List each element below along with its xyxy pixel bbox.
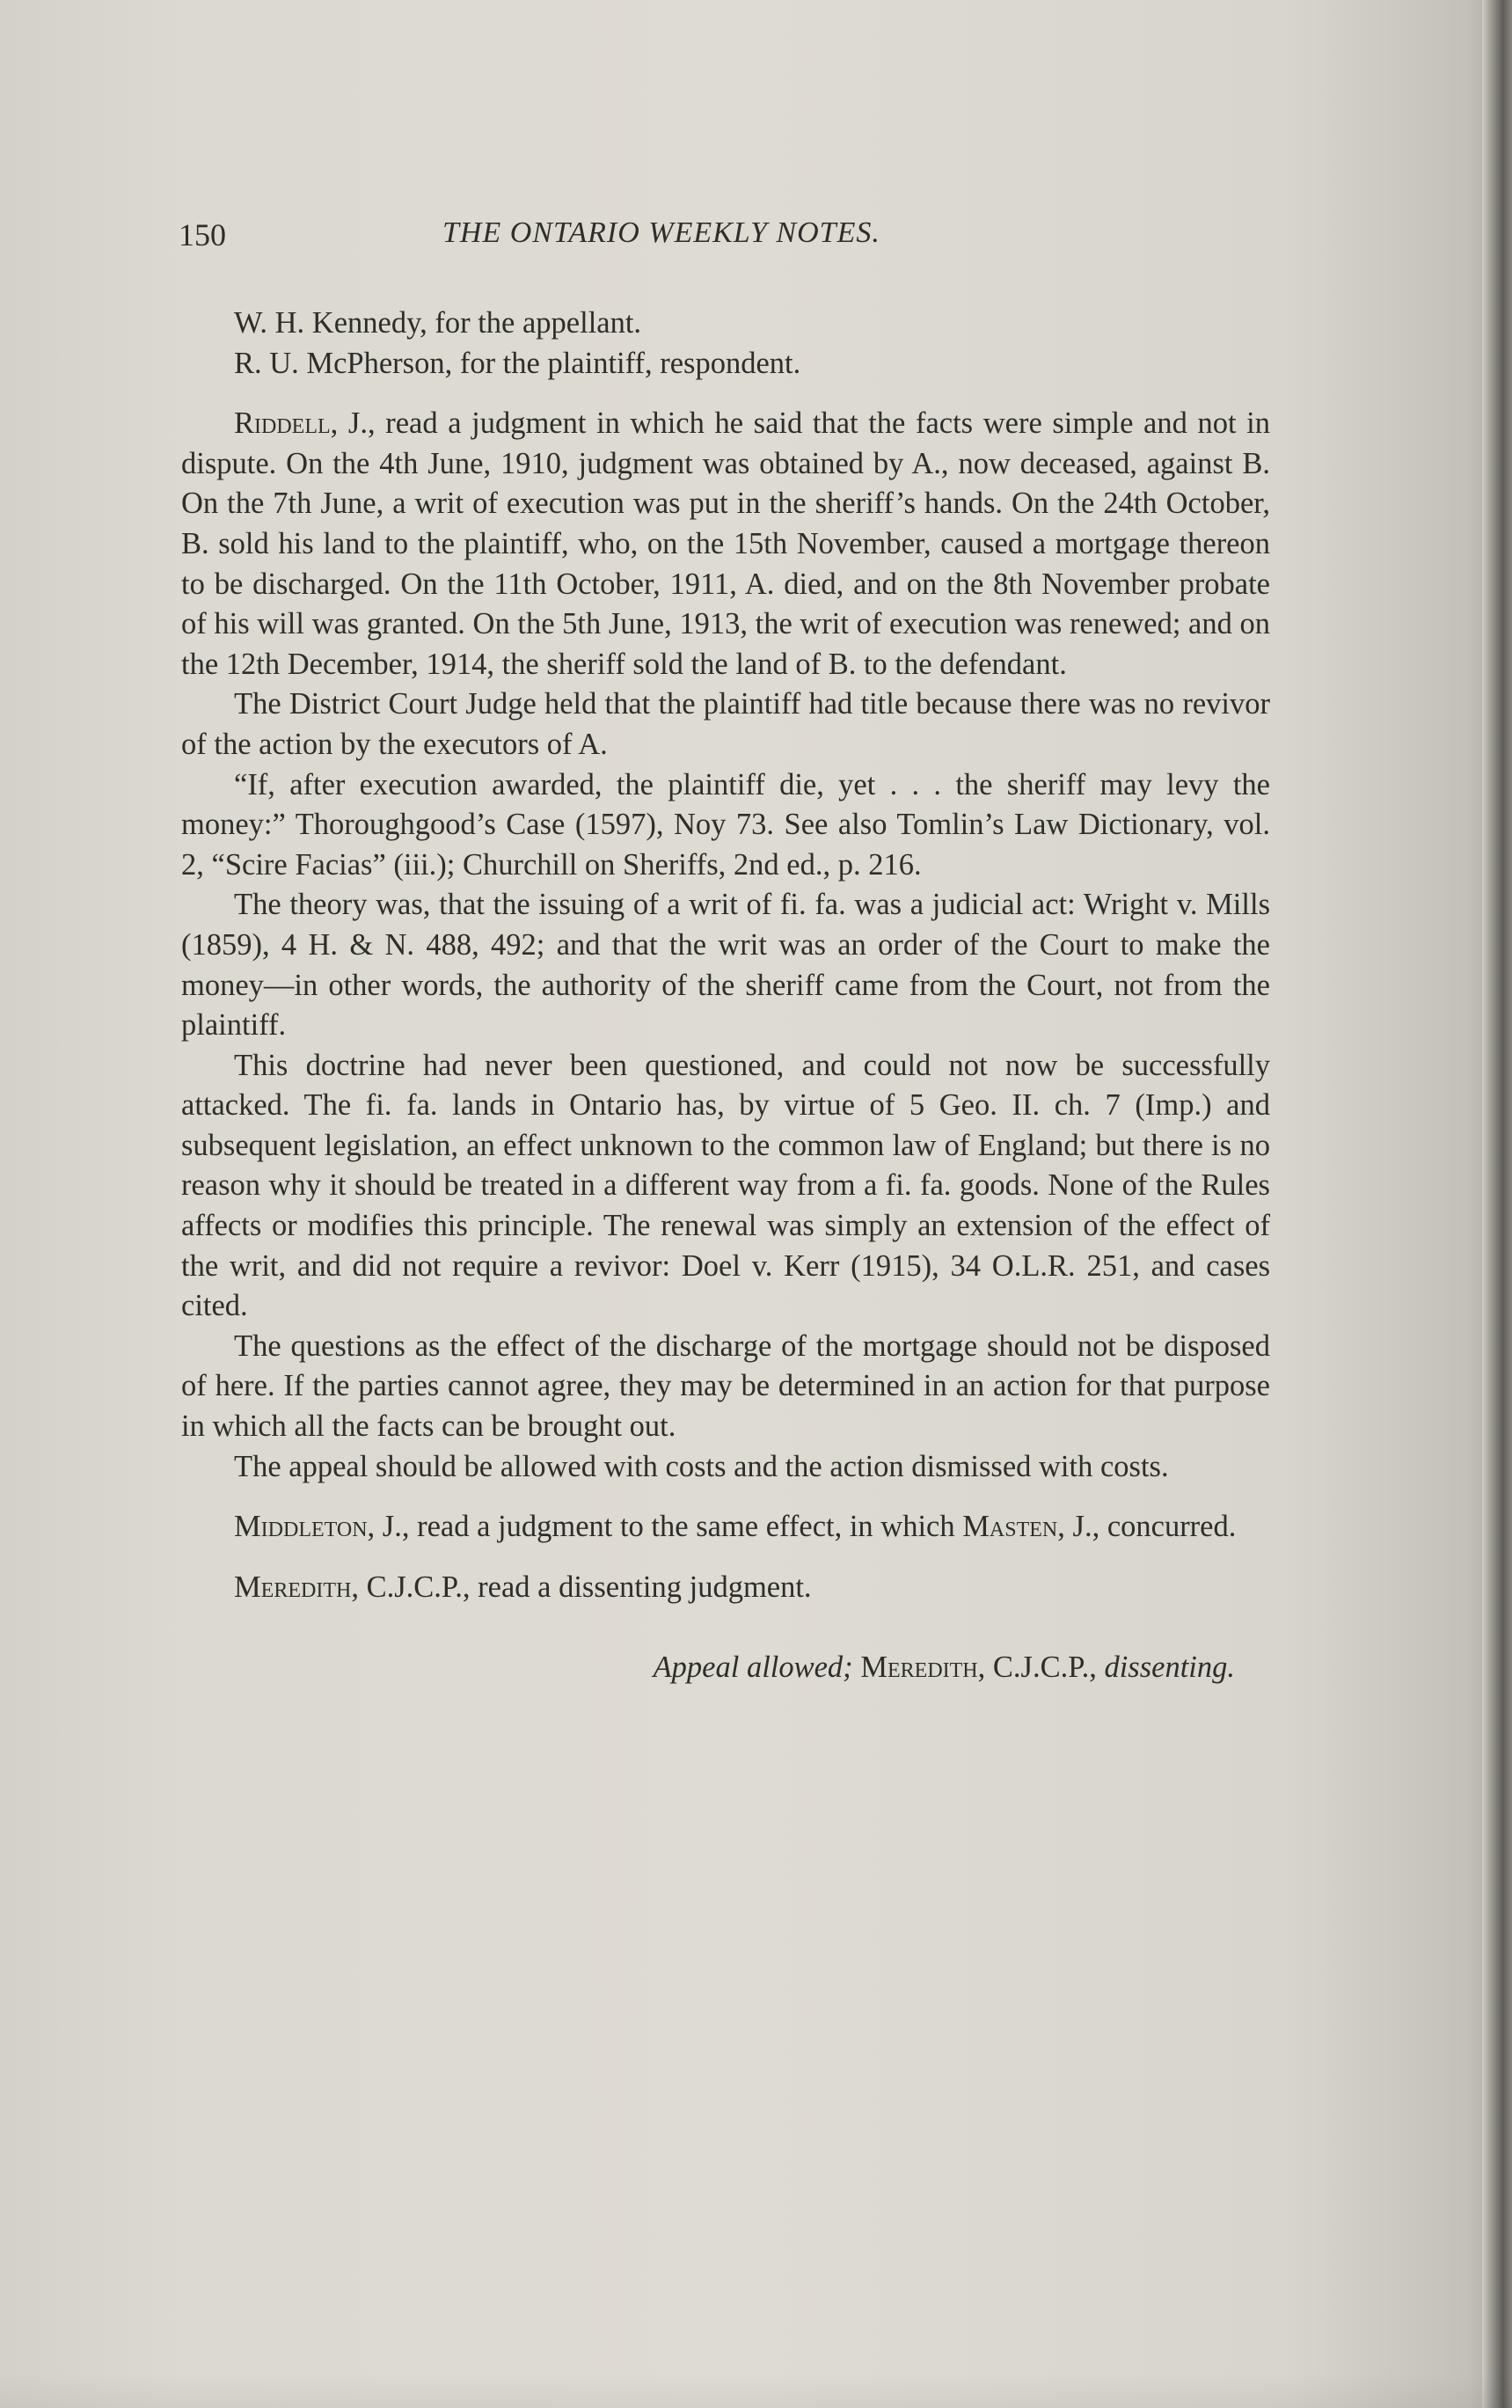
section-gap: [181, 1607, 1270, 1628]
middleton-judgment-paragraph: [181, 1507, 1270, 1548]
body-text: [181, 304, 1270, 1688]
riddell-text: , J., read a judgment in which he said that the facts were simple and not in dispute. On the 4th June, 1910, judgment was obtained by A., now deceased, against B. On the 7th June, a writ of execution was put in the sheriff’s hands. On the 24th October, B. sold his land to the plaintiff, who, on the 15th November, caused a mortgage thereon to be discharged. On the 11th October, 1911, A. died, and on the 8th November probate of his will was granted. On the 5th June, 1913, the writ of execution was renewed; and on the 12th December, 1914, the sheriff sold the land of B. to the defendant.: [181, 406, 1270, 681]
counsel-line-respondent: R. U. McPherson, for the plaintiff, respondent.: [234, 346, 801, 380]
riddell-judgment-paragraph: [181, 404, 1270, 684]
result-title: , C.J.C.P.,: [977, 1650, 1105, 1685]
judge-name-riddell: Riddell: [234, 406, 331, 441]
paragraph-mortgage-questions: The questions as the effect of the discharge of the mortgage should not be disposed of here. If the parties cannot agree, they may be determined in an action for that purpose in which all the facts can be brought out.: [181, 1328, 1270, 1444]
book-spine-shadow: [1482, 0, 1512, 2408]
judge-name-masten: Masten: [962, 1510, 1058, 1544]
case-result-line: [181, 1648, 1270, 1688]
page-bottom-shade: [0, 2373, 1512, 2408]
counsel-line-appellant: W. H. Kennedy, for the appellant.: [234, 306, 642, 340]
paragraph-doctrine: This doctrine had never been questioned, and could not now be successfully attacked. The fi. fa. lands in Ontario has, by virtue of 5 Geo. II. ch. 7 (Imp.) and subsequent legislation, an effect unknown to the common law of England; but there is no reason why it should be treated in a different way from a fi. fa. goods. None of the Rules affects or modifies this principle. The renewal was simply an extension of the effect of the writ, and did not require a revivor: Doel v. Kerr (1915), 34 O.L.R. 251, and cases cited.: [181, 1048, 1270, 1323]
middleton-text-end: , J., concurred.: [1057, 1510, 1237, 1544]
paragraph-district-court: The District Court Judge held that the plaintiff had title because there was no revivor of the action by the executors of A.: [181, 687, 1270, 761]
result-dissenting: dissenting.: [1104, 1650, 1235, 1685]
running-title: THE ONTARIO WEEKLY NOTES.: [442, 216, 880, 249]
judge-name-meredith: Meredith: [234, 1570, 352, 1604]
paragraph-theory: The theory was, that the issuing of a writ of fi. fa. was a judicial act: Wright v. Mills (1859), 4 H. & N. 488, 492; and that the writ was an order of the Court to make the money—in other words, the authority of the sheriff came from the Court, not from the plaintiff.: [181, 888, 1270, 1043]
meredith-text: , C.J.C.P., read a dissenting judgment.: [351, 1570, 812, 1604]
middleton-text: , J., read a judgment to the same effect, in which: [367, 1510, 963, 1544]
judge-name-middleton: Middleton: [234, 1510, 368, 1544]
paragraph-appeal-allowed: The appeal should be allowed with costs and the action dismissed with costs.: [234, 1449, 1169, 1483]
section-gap: [181, 384, 1270, 404]
page-number: 150: [179, 217, 226, 253]
section-gap: [181, 1548, 1270, 1568]
paragraph-quotation: “If, after execution awarded, the plaintiff die, yet . . . the sheriff may levy the money:” Thoroughgood’s Case (1597), Noy 73. See also Tomlin’s Law Dictionary, vol. 2, “Scire Facias” (iii.); Churchill on Sheriffs, 2nd ed., p. 216.: [181, 767, 1270, 882]
section-gap: [181, 1628, 1270, 1648]
page-header: [179, 216, 1269, 260]
section-gap: [181, 1487, 1270, 1507]
result-judge-name: Meredith: [852, 1650, 978, 1685]
result-appeal-allowed: Appeal allowed;: [653, 1650, 853, 1685]
meredith-judgment-paragraph: [181, 1568, 1270, 1608]
